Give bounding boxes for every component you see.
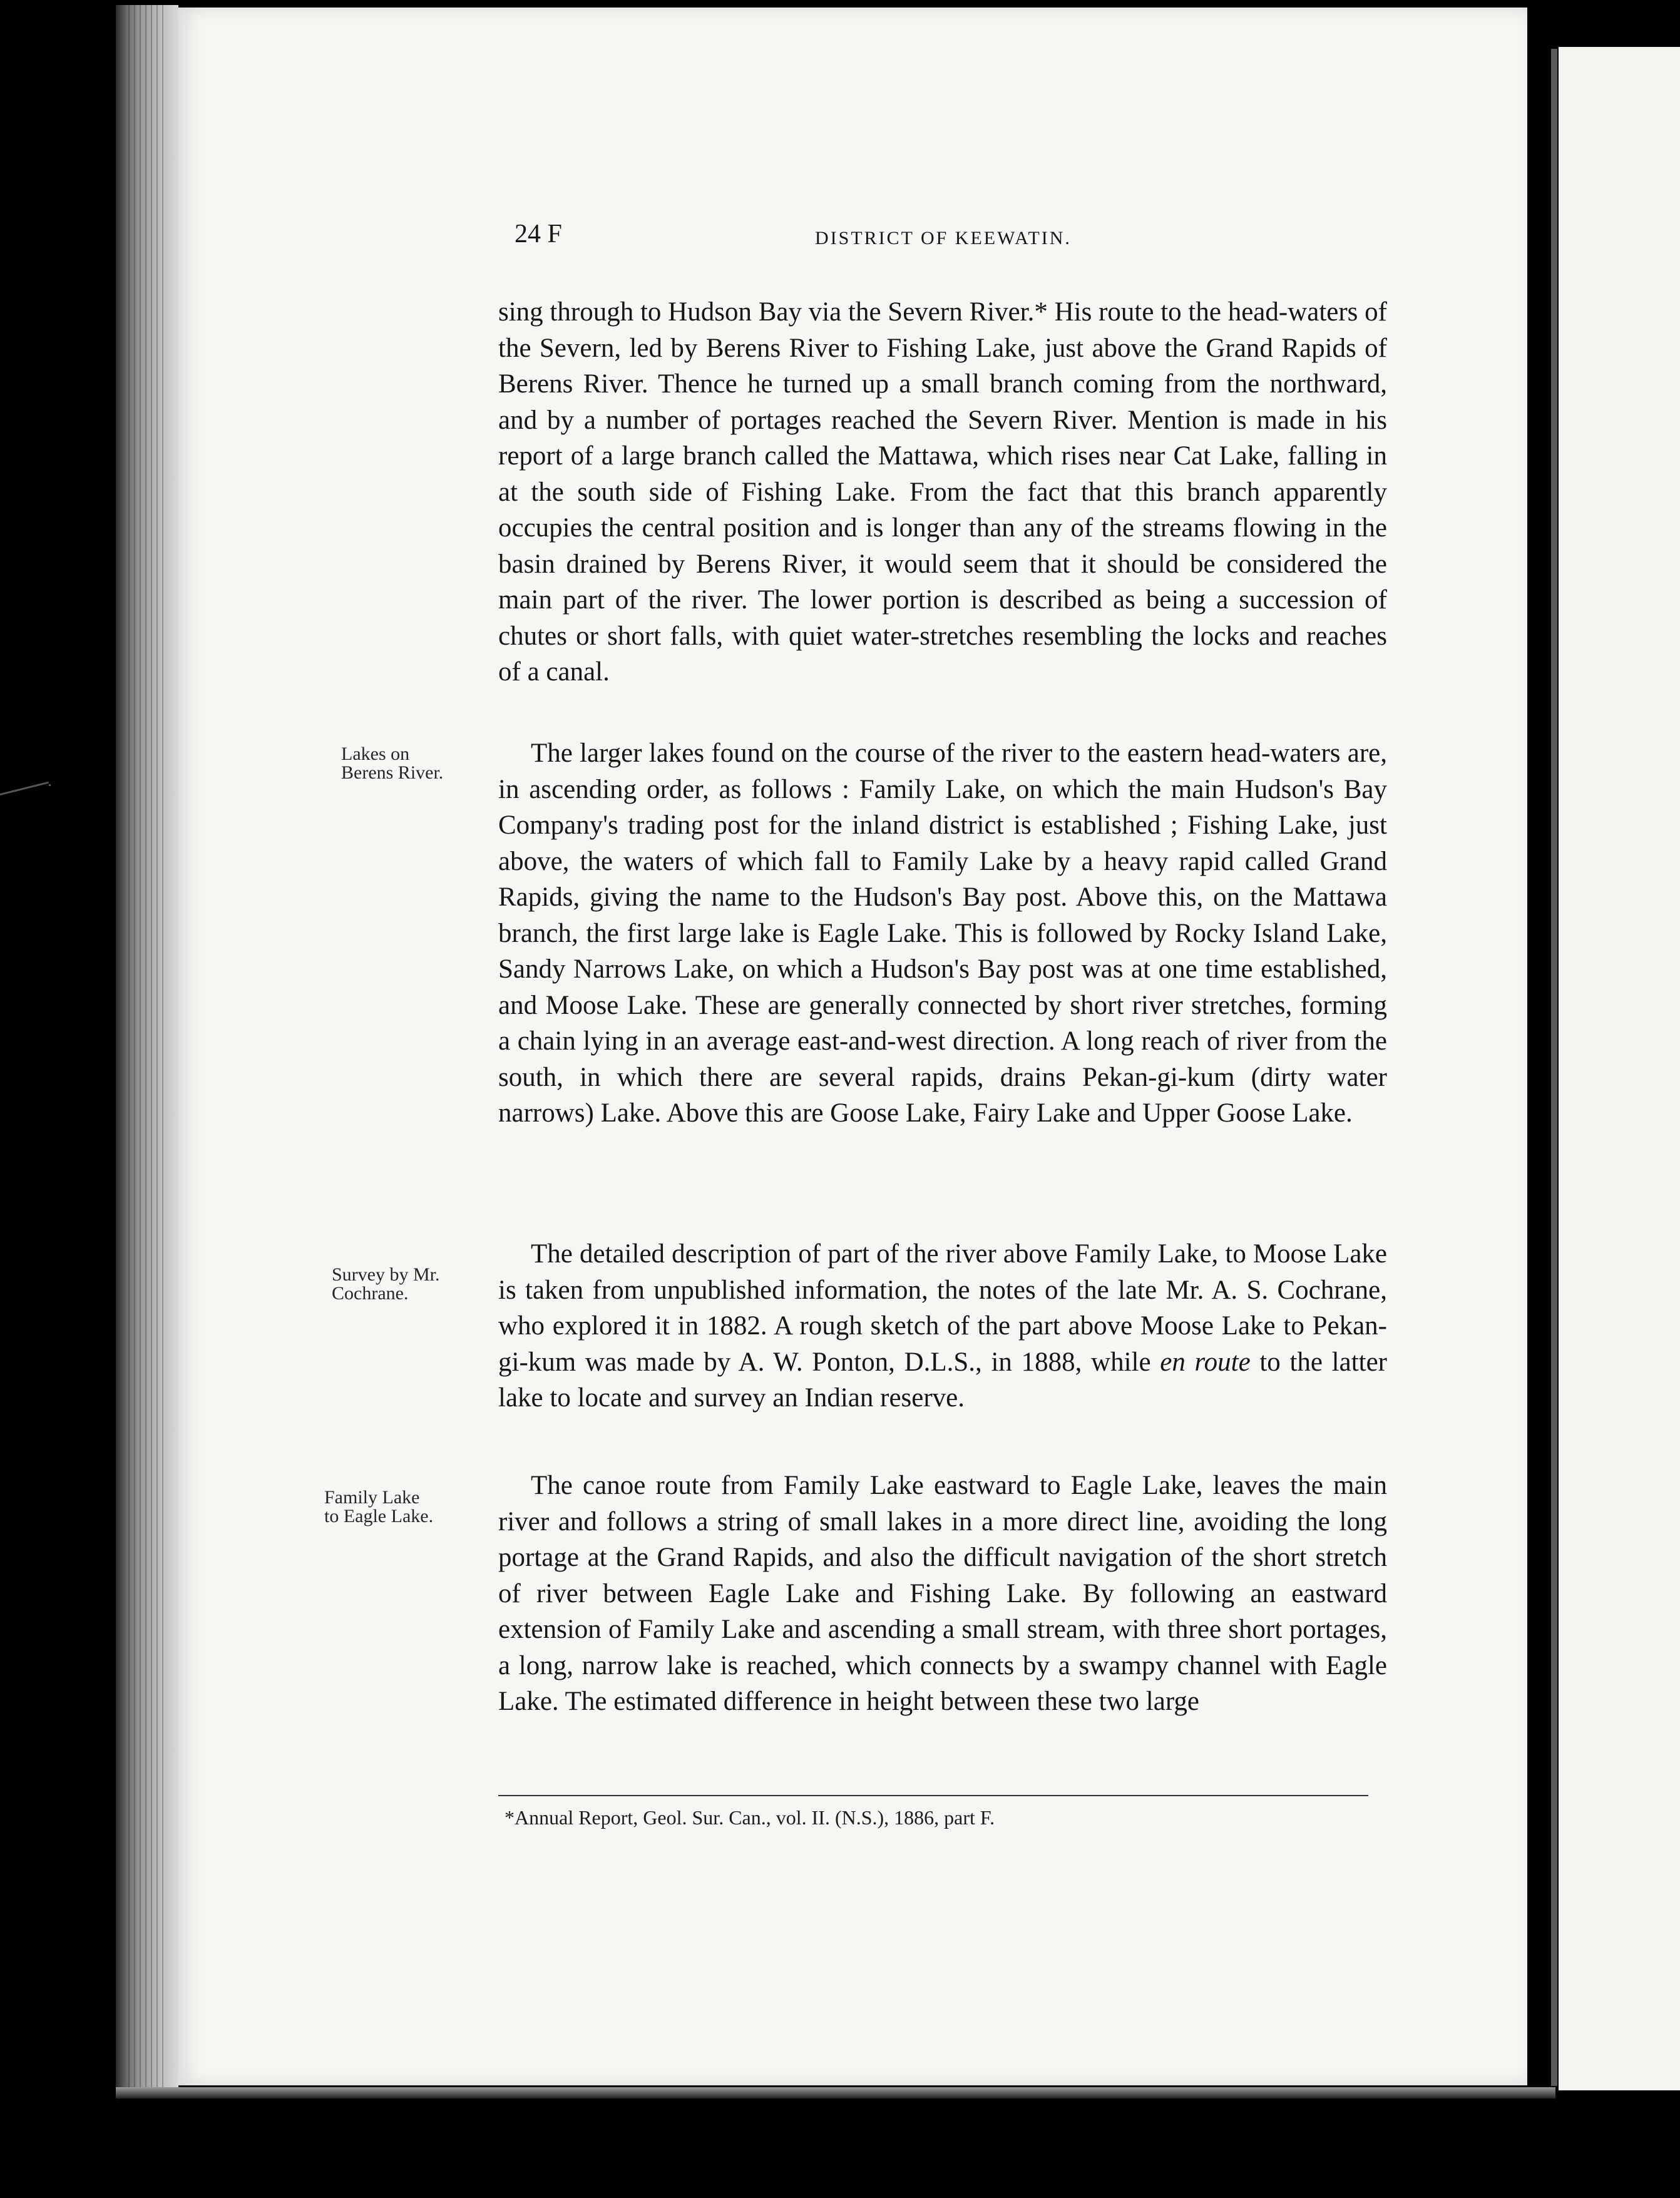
footnote-rule [498,1795,1368,1796]
next-page [1559,47,1680,2090]
margin-note-lakes-on-berens-river: Lakes on Berens River. [341,744,444,783]
paragraph-larger-lakes [498,735,1387,1132]
scan-mark [0,782,49,795]
page-number: 24 F [515,220,562,248]
paragraph-text [498,1236,1387,1416]
paragraph-canoe-route [498,1468,1387,1720]
running-title: DISTRICT OF KEEWATIN. [815,228,1072,248]
paragraph-text: The larger lakes found on the course of the river to the eastern head-waters are, in ascending order, as follows : Family Lake, on which the main Hudson's Bay Company's trading post for the inland district is established ; Fishing Lake, just above, the waters of which fall to Family Lake by a heavy rapid called Grand Rapids, giving the name to the Hudson's Bay post. Above this, on the Mattawa branch, the first large lake is Eagle Lake. This is followed by Rocky Island Lake, Sandy Narrows Lake, on which a Hudson's Bay post was at one time established, and Moose Lake. These are generally connected by short river stretches, forming a chain lying in an average east-and-west direction. A long reach of river from the south, in which there are several rapids, drains Pekan-gi-kum (dirty water narrows) Lake. Above this are Goose Lake, Fairy Lake and Upper Goose Lake. [498,739,1387,1128]
paragraph-continued [498,294,1387,690]
binding-page-edges [128,5,166,2089]
footnote: *Annual Report, Geol. Sur. Can., vol. II. (N.S.), 1886, part F. [505,1806,995,1829]
margin-note-survey-by-mr-cochrane: Survey by Mr. Cochrane. [332,1264,440,1304]
next-page-edge [1551,49,1557,2086]
paragraph-text-part: to the latter lake to locate and survey an Indian reserve. [498,1347,1388,1413]
margin-note-family-lake-to-eagle-lake: Family Lake to Eagle Lake. [324,1487,434,1526]
paragraph-text: sing through to Hudson Bay via the Severn River.* His route to the head-waters of the Severn, led by Berens River to Fishing Lake, just above the Grand Rapids of Berens River. Thence he turned up a small branch coming from the northward, and by a number of portages reached the Severn River. Mention is made in his report of a large branch called the Mattawa, which rises near Cat Lake, falling in at the south side of Fishing Lake. From the fact that this branch apparently occupies the central position and is longer than any of the streams flowing in the basin drained by Berens River, it would seem that it should be considered the main part of the river. The lower portion is described as being a succession of chutes or short falls, with quiet water-stretches resembling the locks and reaches of a canal. [498,297,1387,687]
italic-phrase: en route [1160,1347,1251,1377]
page-bottom-edge [116,2087,1555,2098]
scan-mark [49,784,51,786]
page-header [515,219,1403,263]
paragraph-text: The canoe route from Family Lake eastward to Eagle Lake, leaves the main river and follows a string of small lakes in a more direct line, avoiding the long portage at the Grand Rapids, and also the difficult navigation of the short stretch of river between Eagle Lake and Fishing Lake. By following an eastward extension of Family Lake and ascending a small stream, with three short portages, a long, narrow lake is reached, which connects by a swampy channel with Eagle Lake. The estimated difference in height between these two large [498,1471,1387,1716]
paragraph-text-part: The detailed description of part of the river above Family Lake, to Moose Lake is taken from unpublished information, the notes of the late Mr. A. S. Cochrane, who explored it in 1882. A rough sketch of the part above Moose Lake to Pekan-gi-kum was made by A. W. Ponton, D.L.S., in 1888, while [498,1239,1387,1377]
paragraph-survey [498,1236,1387,1416]
